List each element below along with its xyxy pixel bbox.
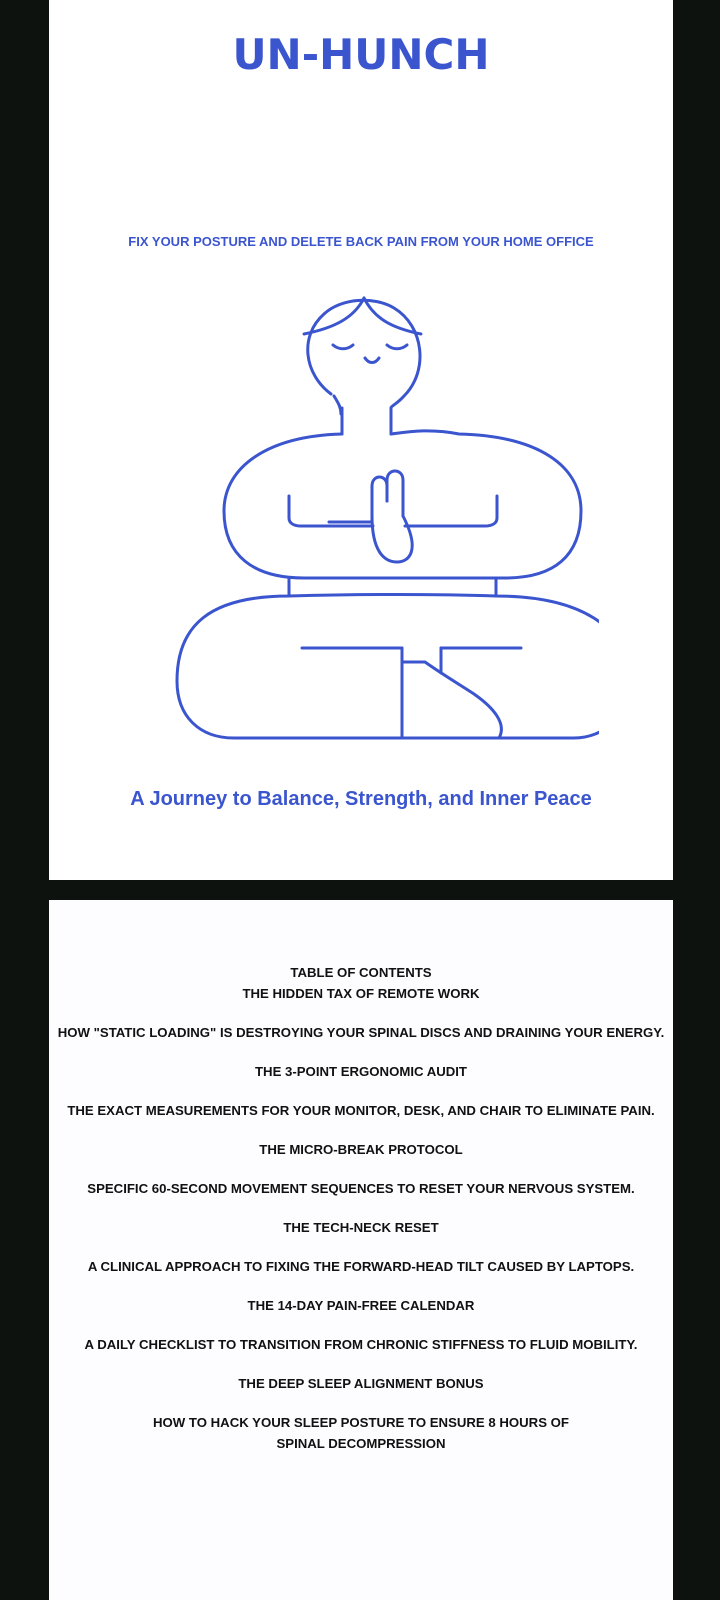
toc-entry-title: THE TECH-NECK RESET	[283, 1220, 439, 1235]
book-subtitle: FIX YOUR POSTURE AND DELETE BACK PAIN FROM YOUR HOME OFFICE	[128, 234, 594, 249]
toc-entry-title: THE MICRO-BREAK PROTOCOL	[259, 1142, 463, 1157]
toc-entry-title: THE 14-DAY PAIN-FREE CALENDAR	[247, 1298, 475, 1313]
toc-entry-description: HOW "STATIC LOADING" IS DESTROYING YOUR SPINAL DISCS AND DRAINING YOUR ENERGY.	[57, 1025, 665, 1040]
table-of-contents	[45, 962, 677, 1454]
cover-page	[49, 0, 673, 880]
toc-entry-title: THE DEEP SLEEP ALIGNMENT BONUS	[238, 1376, 484, 1391]
book-title: UN-HUNCH	[232, 30, 490, 79]
toc-heading: TABLE OF CONTENTS	[290, 965, 432, 980]
toc-entry-title: THE 3-POINT ERGONOMIC AUDIT	[255, 1064, 467, 1079]
toc-entry-description: THE EXACT MEASUREMENTS FOR YOUR MONITOR, DESK, AND CHAIR TO ELIMINATE PAIN.	[67, 1103, 655, 1118]
book-tagline: A Journey to Balance, Strength, and Inner Peace	[130, 788, 592, 810]
toc-entry-description: A DAILY CHECKLIST TO TRANSITION FROM CHRONIC STIFFNESS TO FLUID MOBILITY.	[84, 1337, 638, 1352]
toc-entry-description: SPECIFIC 60-SECOND MOVEMENT SEQUENCES TO RESET YOUR NERVOUS SYSTEM.	[87, 1181, 635, 1196]
toc-entry-description: HOW TO HACK YOUR SLEEP POSTURE TO ENSURE 8 HOURS OF SPINAL DECOMPRESSION	[153, 1415, 569, 1451]
table-of-contents-page	[49, 900, 673, 1600]
meditating-person-icon	[129, 296, 599, 756]
toc-entry-title: THE HIDDEN TAX OF REMOTE WORK	[242, 986, 480, 1001]
toc-entry-description: A CLINICAL APPROACH TO FIXING THE FORWARD-HEAD TILT CAUSED BY LAPTOPS.	[87, 1259, 635, 1274]
